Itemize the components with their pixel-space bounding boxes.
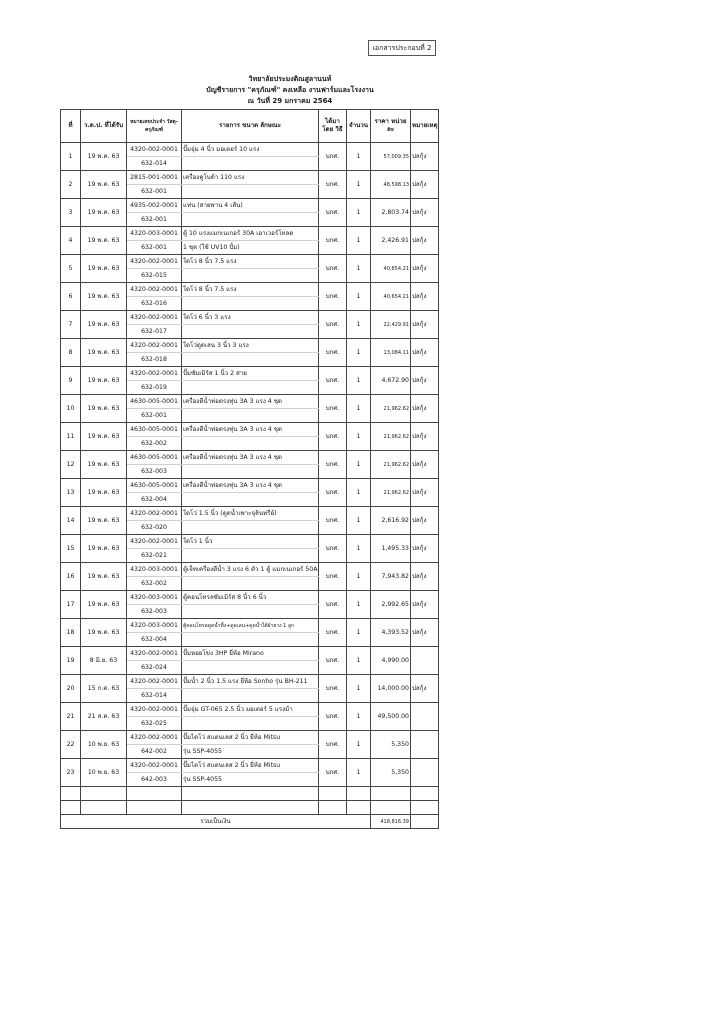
row-qty: 1 bbox=[347, 171, 371, 199]
row-qty: 1 bbox=[347, 759, 371, 787]
row-description: ปั๊มหอยโข่ง 3HP ยี่ห้อ Mirano bbox=[182, 647, 319, 661]
row-description: เครื่องตีน้ำท่อตรงทุ่น 3A 3 แรง 4 ชุด bbox=[182, 423, 319, 437]
row-method: บกศ. bbox=[319, 563, 347, 591]
row-description-cont bbox=[182, 381, 319, 395]
empty-cell bbox=[127, 787, 182, 801]
table-row bbox=[61, 423, 439, 437]
row-code-main: 4320-002-0001 bbox=[127, 507, 182, 521]
row-description: เครื่องตีน้ำท่อตรงทุ่น 3A 3 แรง 4 ชุด bbox=[182, 479, 319, 493]
row-price: 22,429.91 bbox=[371, 311, 411, 339]
row-description-cont bbox=[182, 605, 319, 619]
row-note: ปลกุ้ง bbox=[411, 339, 439, 367]
row-method: บกศ. bbox=[319, 367, 347, 395]
row-date: 10 พ.ย. 63 bbox=[81, 759, 127, 787]
row-number: 7 bbox=[61, 311, 81, 339]
row-date: 19 พ.ค. 63 bbox=[81, 199, 127, 227]
table-row bbox=[61, 731, 439, 745]
empty-cell bbox=[347, 787, 371, 801]
row-qty: 1 bbox=[347, 199, 371, 227]
row-description-cont bbox=[182, 717, 319, 731]
table-row bbox=[61, 535, 439, 549]
row-description-cont bbox=[182, 633, 319, 647]
row-number: 12 bbox=[61, 451, 81, 479]
table-body bbox=[61, 143, 439, 829]
row-date: 19 พ.ค. 63 bbox=[81, 171, 127, 199]
row-description-cont bbox=[182, 213, 319, 227]
empty-cell bbox=[81, 801, 127, 815]
table-row bbox=[61, 227, 439, 241]
row-method: บกศ. bbox=[319, 255, 347, 283]
row-date: 19 พ.ค. 63 bbox=[81, 227, 127, 255]
col-header-price: ราคา หน่วยละ bbox=[371, 110, 411, 143]
row-code-main: 4630-005-0001 bbox=[127, 479, 182, 493]
row-description-cont bbox=[182, 185, 319, 199]
row-price: 57,009.35 bbox=[371, 143, 411, 171]
row-description: ปั๊มน้ำ 2 นิ้ว 1.5 แรง ยี่ห้อ Sonho รุ่น BH-211 bbox=[182, 675, 319, 689]
row-price: 48,598.13 bbox=[371, 171, 411, 199]
row-qty: 1 bbox=[347, 535, 371, 563]
row-code-main: 4320-002-0001 bbox=[127, 367, 182, 381]
row-qty: 1 bbox=[347, 255, 371, 283]
empty-cell bbox=[319, 801, 347, 815]
row-price: 2,992.65 bbox=[371, 591, 411, 619]
row-description-cont bbox=[182, 353, 319, 367]
row-note: ปลกุ้ง bbox=[411, 283, 439, 311]
row-number: 15 bbox=[61, 535, 81, 563]
row-price: 4,393.52 bbox=[371, 619, 411, 647]
row-description: ปั๊มไดโว่ สแตนเลส 2 นิ้ว ยี่ห้อ Mitsu bbox=[182, 731, 319, 745]
document-attachment-tag: เอกสารประกอบที่ 2 bbox=[368, 40, 436, 56]
row-code-main: 4630-005-0001 bbox=[127, 451, 182, 465]
row-description: ปั๊มไดโว่ สแตนเลส 2 นิ้ว ยี่ห้อ Mitsu bbox=[182, 759, 319, 773]
table-row bbox=[61, 199, 439, 213]
inventory-table bbox=[60, 109, 439, 829]
row-price: 4,990.00 bbox=[371, 647, 411, 675]
table-row bbox=[61, 703, 439, 717]
institution-title: วิทยาลัยประมงติณสูลานนท์ bbox=[248, 75, 332, 83]
table-row bbox=[61, 563, 439, 577]
table-row bbox=[61, 395, 439, 409]
row-description-cont bbox=[182, 325, 319, 339]
row-note: ปลกุ้ง bbox=[411, 367, 439, 395]
row-method: บกศ. bbox=[319, 619, 347, 647]
row-date: 21 ส.ค. 63 bbox=[81, 703, 127, 731]
table-row bbox=[61, 479, 439, 493]
row-code-suffix: 632-003 bbox=[127, 605, 182, 619]
row-price: 49,500.00 bbox=[371, 703, 411, 731]
col-header-method: ได้มาโดย วิธี bbox=[319, 110, 347, 143]
row-code-suffix: 632-001 bbox=[127, 213, 182, 227]
col-header-no: ที่ bbox=[61, 110, 81, 143]
row-description-cont bbox=[182, 157, 319, 171]
row-price: 21,962.62 bbox=[371, 395, 411, 423]
row-date: 19 พ.ค. 63 bbox=[81, 143, 127, 171]
row-qty: 1 bbox=[347, 283, 371, 311]
row-note: ปลกุ้ง bbox=[411, 451, 439, 479]
row-price: 13,084.11 bbox=[371, 339, 411, 367]
row-method: บกศ. bbox=[319, 311, 347, 339]
row-description: เครื่องตีน้ำท่อตรงทุ่น 3A 3 แรง 4 ชุด bbox=[182, 395, 319, 409]
row-description-cont bbox=[182, 521, 319, 535]
row-qty: 1 bbox=[347, 619, 371, 647]
row-price: 4,672.90 bbox=[371, 367, 411, 395]
row-qty: 1 bbox=[347, 339, 371, 367]
row-price: 14,000.00 bbox=[371, 675, 411, 703]
row-method: บกศ. bbox=[319, 479, 347, 507]
row-number: 5 bbox=[61, 255, 81, 283]
row-method: บกศ. bbox=[319, 703, 347, 731]
empty-cell bbox=[371, 787, 411, 801]
table-row bbox=[61, 311, 439, 325]
table-row bbox=[61, 647, 439, 661]
empty-row bbox=[61, 801, 439, 815]
row-description-cont: 1 ชุด (ใช้ UV10 ปั้ม) bbox=[182, 241, 319, 255]
row-date: 19 พ.ค. 63 bbox=[81, 395, 127, 423]
row-code-suffix: 632-014 bbox=[127, 689, 182, 703]
row-note: ปลกุ้ง bbox=[411, 227, 439, 255]
row-code-main: 4630-005-0001 bbox=[127, 423, 182, 437]
row-date: 19 พ.ค. 63 bbox=[81, 563, 127, 591]
row-price: 21,962.62 bbox=[371, 423, 411, 451]
total-row bbox=[61, 815, 439, 829]
empty-cell bbox=[371, 801, 411, 815]
row-code-suffix: 642-002 bbox=[127, 745, 182, 759]
empty-row bbox=[61, 787, 439, 801]
row-code-suffix: 632-016 bbox=[127, 297, 182, 311]
inventory-title: บัญชีรายการ "ครุภัณฑ์" คงเหลือ งานฟาร์มและโรงงาน bbox=[206, 86, 374, 94]
row-method: บกศ. bbox=[319, 731, 347, 759]
row-method: บกศ. bbox=[319, 283, 347, 311]
row-method: บกศ. bbox=[319, 591, 347, 619]
row-qty: 1 bbox=[347, 311, 371, 339]
row-code-main: 4935-002-0001 bbox=[127, 199, 182, 213]
col-header-code: หมายเลขประจำ วัสดุ-ครุภัณฑ์ bbox=[127, 110, 182, 143]
row-code-suffix: 632-002 bbox=[127, 577, 182, 591]
row-note: ปลกุ้ง bbox=[411, 423, 439, 451]
row-code-main: 4320-003-0001 bbox=[127, 591, 182, 605]
row-description: เครื่องคูโบต้า 110 แรง bbox=[182, 171, 319, 185]
row-date: 19 พ.ค. 63 bbox=[81, 507, 127, 535]
row-number: 19 bbox=[61, 647, 81, 675]
empty-cell bbox=[81, 787, 127, 801]
empty-cell bbox=[182, 801, 319, 815]
row-number: 17 bbox=[61, 591, 81, 619]
row-qty: 1 bbox=[347, 703, 371, 731]
row-method: บกศ. bbox=[319, 535, 347, 563]
row-note bbox=[411, 647, 439, 675]
row-note: ปลกุ้ง bbox=[411, 143, 439, 171]
row-description-cont bbox=[182, 661, 319, 675]
row-number: 9 bbox=[61, 367, 81, 395]
row-date: 19 พ.ค. 63 bbox=[81, 367, 127, 395]
table-row bbox=[61, 171, 439, 185]
table-row bbox=[61, 591, 439, 605]
empty-cell bbox=[319, 787, 347, 801]
row-method: บกศ. bbox=[319, 171, 347, 199]
row-description-cont bbox=[182, 493, 319, 507]
row-number: 10 bbox=[61, 395, 81, 423]
row-description: ใดโว่ดูดเลน 3 นิ้ว 3 แรง bbox=[182, 339, 319, 353]
row-price: 1,495.33 bbox=[371, 535, 411, 563]
row-code-main: 4320-002-0001 bbox=[127, 339, 182, 353]
row-qty: 1 bbox=[347, 591, 371, 619]
row-number: 2 bbox=[61, 171, 81, 199]
row-description-cont bbox=[182, 577, 319, 591]
col-header-note: หมายเหตุ bbox=[411, 110, 439, 143]
row-code-suffix: 632-001 bbox=[127, 409, 182, 423]
table-row bbox=[61, 367, 439, 381]
row-method: บกศ. bbox=[319, 675, 347, 703]
row-method: บกศ. bbox=[319, 395, 347, 423]
row-code-suffix: 632-020 bbox=[127, 521, 182, 535]
col-header-date: ว.ด.ป. ที่ได้รับ bbox=[81, 110, 127, 143]
empty-cell bbox=[411, 787, 439, 801]
row-method: บกศ. bbox=[319, 451, 347, 479]
row-number: 1 bbox=[61, 143, 81, 171]
row-number: 16 bbox=[61, 563, 81, 591]
row-code-suffix: 632-001 bbox=[127, 241, 182, 255]
row-price: 21,962.62 bbox=[371, 479, 411, 507]
row-code-suffix: 642-003 bbox=[127, 773, 182, 787]
row-date: 15 ก.ค. 63 bbox=[81, 675, 127, 703]
row-description: ตู้ 10 แรงแมกเนเกอร์ 30A เอาเวอร์โหลด bbox=[182, 227, 319, 241]
row-note: ปลกุ้ง bbox=[411, 199, 439, 227]
table-row bbox=[61, 759, 439, 773]
row-note bbox=[411, 759, 439, 787]
row-number: 3 bbox=[61, 199, 81, 227]
total-label: รวมเป็นเงิน bbox=[61, 815, 371, 829]
row-date: 19 พ.ค. 63 bbox=[81, 255, 127, 283]
table-row bbox=[61, 451, 439, 465]
row-description-cont bbox=[182, 437, 319, 451]
row-number: 21 bbox=[61, 703, 81, 731]
table-row bbox=[61, 675, 439, 689]
row-qty: 1 bbox=[347, 675, 371, 703]
row-date: 19 พ.ค. 63 bbox=[81, 451, 127, 479]
row-code-main: 4320-002-0001 bbox=[127, 311, 182, 325]
row-note: ปลกุ้ง bbox=[411, 675, 439, 703]
row-code-suffix: 632-003 bbox=[127, 465, 182, 479]
row-description-cont: รุ่น SSP-4055 bbox=[182, 773, 319, 787]
table-row bbox=[61, 339, 439, 353]
row-description: ตู้คอนโทรลซัมเมิร์ส 8 นิ้ว 6 นิ้ว bbox=[182, 591, 319, 605]
row-qty: 1 bbox=[347, 507, 371, 535]
row-method: บกศ. bbox=[319, 759, 347, 787]
row-description-cont bbox=[182, 465, 319, 479]
row-note: ปลกุ้ง bbox=[411, 619, 439, 647]
row-description: ตู้คอนโทรลดูดน้ำทิ้ง+ดูดเลน+ดูดน้ำใต้ผ้ายาง 1 ลูก bbox=[182, 619, 319, 633]
row-method: บกศ. bbox=[319, 227, 347, 255]
row-note: ปลกุ้ง bbox=[411, 311, 439, 339]
row-description-cont bbox=[182, 409, 319, 423]
row-code-suffix: 632-002 bbox=[127, 437, 182, 451]
row-description: ใดโว่ 8 นิ้ว 7.5 แรง bbox=[182, 283, 319, 297]
row-code-suffix: 632-004 bbox=[127, 493, 182, 507]
row-code-suffix: 632-004 bbox=[127, 633, 182, 647]
empty-cell bbox=[347, 801, 371, 815]
row-code-suffix: 632-024 bbox=[127, 661, 182, 675]
empty-cell bbox=[182, 787, 319, 801]
row-note: ปลกุ้ง bbox=[411, 591, 439, 619]
row-code-suffix: 632-017 bbox=[127, 325, 182, 339]
row-description: ใดโว่ 6 นิ้ว 3 แรง bbox=[182, 311, 319, 325]
row-price: 2,426.91 bbox=[371, 227, 411, 255]
row-code-suffix: 632-025 bbox=[127, 717, 182, 731]
table-row bbox=[61, 143, 439, 157]
row-description: ตู้เจ็ทเครื่องตีน้ำ 3 แรง 6 ตัว 1 ตู้ แมกเนเกอร์ 50A bbox=[182, 563, 319, 577]
row-code-suffix: 632-015 bbox=[127, 269, 182, 283]
row-number: 23 bbox=[61, 759, 81, 787]
row-description: แท่น (สายพาน 4 เส้น) bbox=[182, 199, 319, 213]
row-date: 8 มิ.ย. 63 bbox=[81, 647, 127, 675]
row-price: 40,654.21 bbox=[371, 283, 411, 311]
row-qty: 1 bbox=[347, 479, 371, 507]
row-number: 4 bbox=[61, 227, 81, 255]
row-code-main: 4320-002-0001 bbox=[127, 759, 182, 773]
row-description: ปั๊มจุ่ม 4 นิ้ว มอเตอร์ 10 แรง bbox=[182, 143, 319, 157]
row-description: ใดโว่ 1.5 นิ้ว (ดูดน้ำเพาะจุลินทรีย์) bbox=[182, 507, 319, 521]
empty-cell bbox=[411, 801, 439, 815]
total-amount: 418,816.39 bbox=[371, 815, 411, 829]
table-row bbox=[61, 507, 439, 521]
row-code-main: 4320-002-0001 bbox=[127, 255, 182, 269]
row-number: 14 bbox=[61, 507, 81, 535]
row-code-main: 4630-005-0001 bbox=[127, 395, 182, 409]
row-number: 20 bbox=[61, 675, 81, 703]
row-qty: 1 bbox=[347, 451, 371, 479]
row-code-main: 4320-002-0001 bbox=[127, 675, 182, 689]
row-code-main: 4320-002-0001 bbox=[127, 647, 182, 661]
row-code-suffix: 632-001 bbox=[127, 185, 182, 199]
row-price: 2,803.74 bbox=[371, 199, 411, 227]
row-code-main: 4320-002-0001 bbox=[127, 535, 182, 549]
row-price: 5,350 bbox=[371, 731, 411, 759]
row-price: 40,654.21 bbox=[371, 255, 411, 283]
row-qty: 1 bbox=[347, 731, 371, 759]
table-row bbox=[61, 283, 439, 297]
row-code-main: 4320-002-0001 bbox=[127, 731, 182, 745]
row-description: เครื่องตีน้ำท่อตรงทุ่น 3A 3 แรง 4 ชุด bbox=[182, 451, 319, 465]
row-description-cont bbox=[182, 689, 319, 703]
table-header-row bbox=[61, 110, 439, 143]
table-row bbox=[61, 619, 439, 633]
row-number: 18 bbox=[61, 619, 81, 647]
row-code-main: 4320-003-0001 bbox=[127, 563, 182, 577]
row-code-suffix: 632-018 bbox=[127, 353, 182, 367]
row-number: 13 bbox=[61, 479, 81, 507]
row-qty: 1 bbox=[347, 143, 371, 171]
row-code-main: 4320-002-0001 bbox=[127, 703, 182, 717]
row-code-main: 4320-002-0001 bbox=[127, 283, 182, 297]
row-description-cont bbox=[182, 297, 319, 311]
row-date: 10 พ.ย. 63 bbox=[81, 731, 127, 759]
inventory-date: ณ วันที่ 29 มกราคม 2564 bbox=[247, 97, 333, 105]
row-method: บกศ. bbox=[319, 507, 347, 535]
row-code-main: 4320-003-0001 bbox=[127, 619, 182, 633]
row-note: ปลกุ้ง bbox=[411, 255, 439, 283]
row-method: บกศ. bbox=[319, 143, 347, 171]
row-date: 19 พ.ค. 63 bbox=[81, 311, 127, 339]
row-code-main: 2815-001-0001 bbox=[127, 171, 182, 185]
row-description: ใดโว่ 8 นิ้ว 7.5 แรง bbox=[182, 255, 319, 269]
row-description-cont bbox=[182, 269, 319, 283]
row-description-cont bbox=[182, 549, 319, 563]
row-method: บกศ. bbox=[319, 423, 347, 451]
row-code-suffix: 632-014 bbox=[127, 157, 182, 171]
row-qty: 1 bbox=[347, 423, 371, 451]
row-number: 22 bbox=[61, 731, 81, 759]
row-qty: 1 bbox=[347, 367, 371, 395]
row-date: 19 พ.ค. 63 bbox=[81, 619, 127, 647]
row-number: 11 bbox=[61, 423, 81, 451]
row-price: 7,943.82 bbox=[371, 563, 411, 591]
row-qty: 1 bbox=[347, 647, 371, 675]
row-description-cont: รุ่น SSP-4055 bbox=[182, 745, 319, 759]
row-qty: 1 bbox=[347, 563, 371, 591]
row-method: บกศ. bbox=[319, 647, 347, 675]
table-row bbox=[61, 255, 439, 269]
row-number: 8 bbox=[61, 339, 81, 367]
row-method: บกศ. bbox=[319, 199, 347, 227]
row-date: 19 พ.ค. 63 bbox=[81, 479, 127, 507]
row-note: ปลกุ้ง bbox=[411, 535, 439, 563]
row-note: ปลกุ้ง bbox=[411, 563, 439, 591]
row-date: 19 พ.ค. 63 bbox=[81, 423, 127, 451]
row-price: 2,616.92 bbox=[371, 507, 411, 535]
total-note bbox=[411, 815, 439, 829]
row-description: ปั๊มจุ่ม GT-065 2.5 นิ้ว มอเตอร์ 5 แรงม้า bbox=[182, 703, 319, 717]
row-note bbox=[411, 703, 439, 731]
col-header-description: รายการ ขนาด ลักษณะ bbox=[182, 110, 319, 143]
empty-cell bbox=[127, 801, 182, 815]
row-description: ใดโว่ 1 นิ้ว bbox=[182, 535, 319, 549]
empty-cell bbox=[61, 787, 81, 801]
row-code-suffix: 632-019 bbox=[127, 381, 182, 395]
row-date: 19 พ.ค. 63 bbox=[81, 283, 127, 311]
row-description: ปั๊มซัมเมิร์ส 1 นิ้ว 2 สาย bbox=[182, 367, 319, 381]
row-code-main: 4320-002-0001 bbox=[127, 143, 182, 157]
row-qty: 1 bbox=[347, 227, 371, 255]
row-note bbox=[411, 731, 439, 759]
row-date: 19 พ.ค. 63 bbox=[81, 591, 127, 619]
row-date: 19 พ.ค. 63 bbox=[81, 535, 127, 563]
row-note: ปลกุ้ง bbox=[411, 395, 439, 423]
row-qty: 1 bbox=[347, 395, 371, 423]
row-number: 6 bbox=[61, 283, 81, 311]
row-method: บกศ. bbox=[319, 339, 347, 367]
row-code-main: 4320-003-0001 bbox=[127, 227, 182, 241]
row-price: 21,962.62 bbox=[371, 451, 411, 479]
row-note: ปลกุ้ง bbox=[411, 479, 439, 507]
row-note: ปลกุ้ง bbox=[411, 507, 439, 535]
row-note: ปลกุ้ง bbox=[411, 171, 439, 199]
col-header-qty: จำนวน bbox=[347, 110, 371, 143]
row-code-suffix: 632-021 bbox=[127, 549, 182, 563]
row-date: 19 พ.ค. 63 bbox=[81, 339, 127, 367]
row-price: 5,350 bbox=[371, 759, 411, 787]
empty-cell bbox=[61, 801, 81, 815]
